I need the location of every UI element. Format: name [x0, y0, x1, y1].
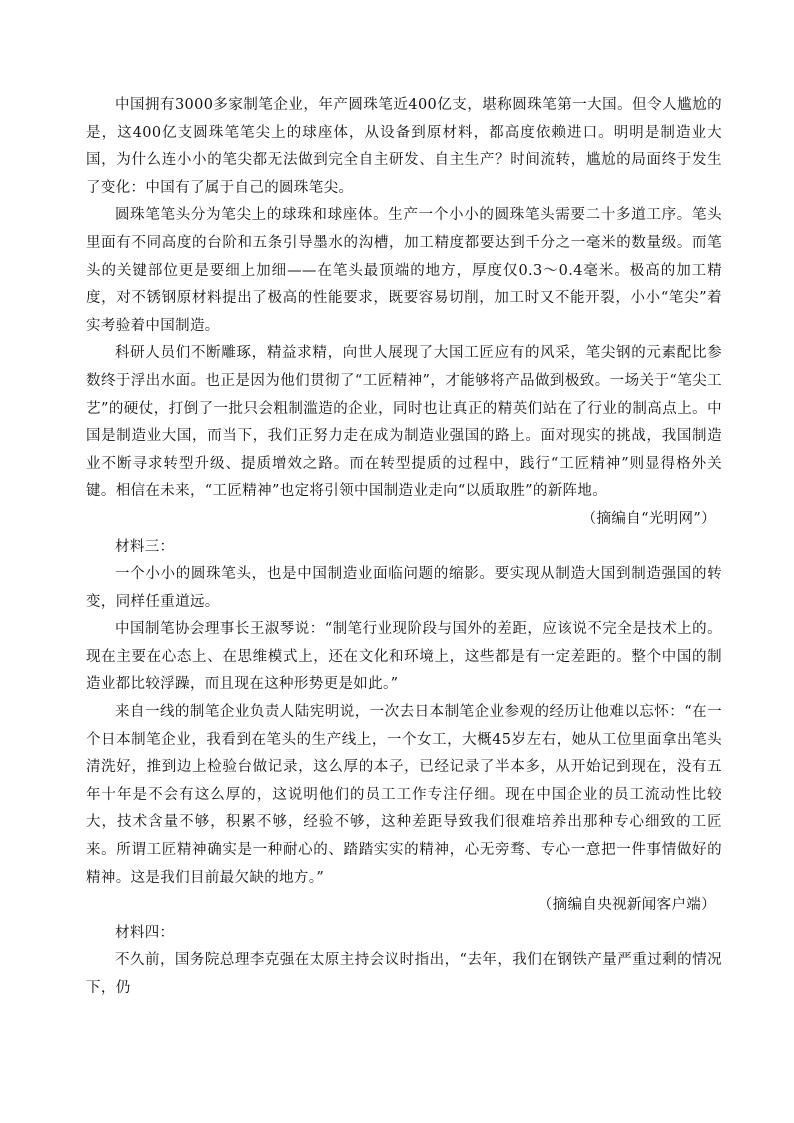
paragraph: 不久前，国务院总理李克强在太原主持会议时指出，“去年，我们在钢铁产量严重过剩的情况下，仍: [86, 952, 722, 996]
paragraph: 中国拥有3000多家制笔企业，年产圆珠笔近400亿支，堪称圆珠笔第一大国。但令人尴尬的是，这400亿支圆珠笔笔尖上的球座体，从设备到原材料，都高度依赖进口。明明是制造业大国，为什么连小小的笔尖都无法做到完全自主研发、自主生产？时间流转，尴尬的局面终于发生了变化：中国有了属于自己的圆珠笔尖。: [86, 97, 722, 196]
paragraph: 科研人员们不断雕琢，精益求精，向世人展现了大国工匠应有的风采，笔尖钢的元素配比参数终于浮出水面。也正是因为他们贯彻了“工匠精神”，才能够将产品做到极致。一场关于“笔尖工艺”的硬仗，打倒了一批只会粗制滥造的企业，同时也让真正的精英们站在了行业的制高点上。中国是制造业大国，而当下，我们正努力走在成为制造业强国的路上。面对现实的挑战，我国制造业不断寻求转型升级、提质增效之路。而在转型提质的过程中，践行“工匠精神”则显得格外关键。相信在未来，“工匠精神”也定将引领中国制造业走向“以质取胜”的新阵地。: [86, 345, 722, 500]
article-body: [86, 92, 722, 1003]
source-citation: （摘编自央视新闻客户端）: [537, 897, 716, 914]
section-heading: 材料四：: [115, 924, 175, 941]
paragraph: 中国制笔协会理事长王淑琴说：“制笔行业现阶段与国外的差距，应该说不完全是技术上的。现在主要在心态上、在思维模式上，还在文化和环境上，这些都是有一定差距的。整个中国的制造业都比较浮躁，而且现在这种形势更是如此。”: [86, 621, 722, 693]
paragraph: 圆珠笔笔头分为笔尖上的球珠和球座体。生产一个小小的圆珠笔头需要二十多道工序。笔头里面有不同高度的台阶和五条引导墨水的沟槽，加工精度都要达到千分之一毫米的数量级。而笔头的关键部位更是要细上加细——在笔头最顶端的地方，厚度仅0.3～0.4毫米。极高的加工精度，对不锈钢原材料提出了极高的性能要求，既要容易切削，加工时又不能开裂，小小“笔尖”着实考验着中国制造。: [86, 207, 722, 334]
source-citation: （摘编自“光明网”）: [581, 510, 716, 527]
paragraph: 一个小小的圆珠笔头，也是中国制造业面临问题的缩影。要实现从制造大国到制造强国的转变，同样任重道远。: [86, 566, 722, 610]
section-heading: 材料三：: [115, 538, 175, 555]
paragraph: 来自一线的制笔企业负责人陆宪明说，一次去日本制笔企业参观的经历让他难以忘怀：“在一个日本制笔企业，我看到在笔头的生产线上，一个女工，大概45岁左右，她从工位里面拿出笔头清洗好，推到边上检验台做记录，这么厚的本子，已经记录了半本多，从开始记到现在，没有五年十年是不会有这么厚的，这说明他们的员工工作专注仔细。现在中国企业的员工流动性比较大，技术含量不够，积累不够，经验不够，这种差距导致我们很难培养出那种专心细致的工匠来。所谓工匠精神确实是一种耐心的、踏踏实实的精神，心无旁骛、专心一意把一件事情做好的精神。这是我们目前最欠缺的地方。”: [86, 704, 722, 886]
